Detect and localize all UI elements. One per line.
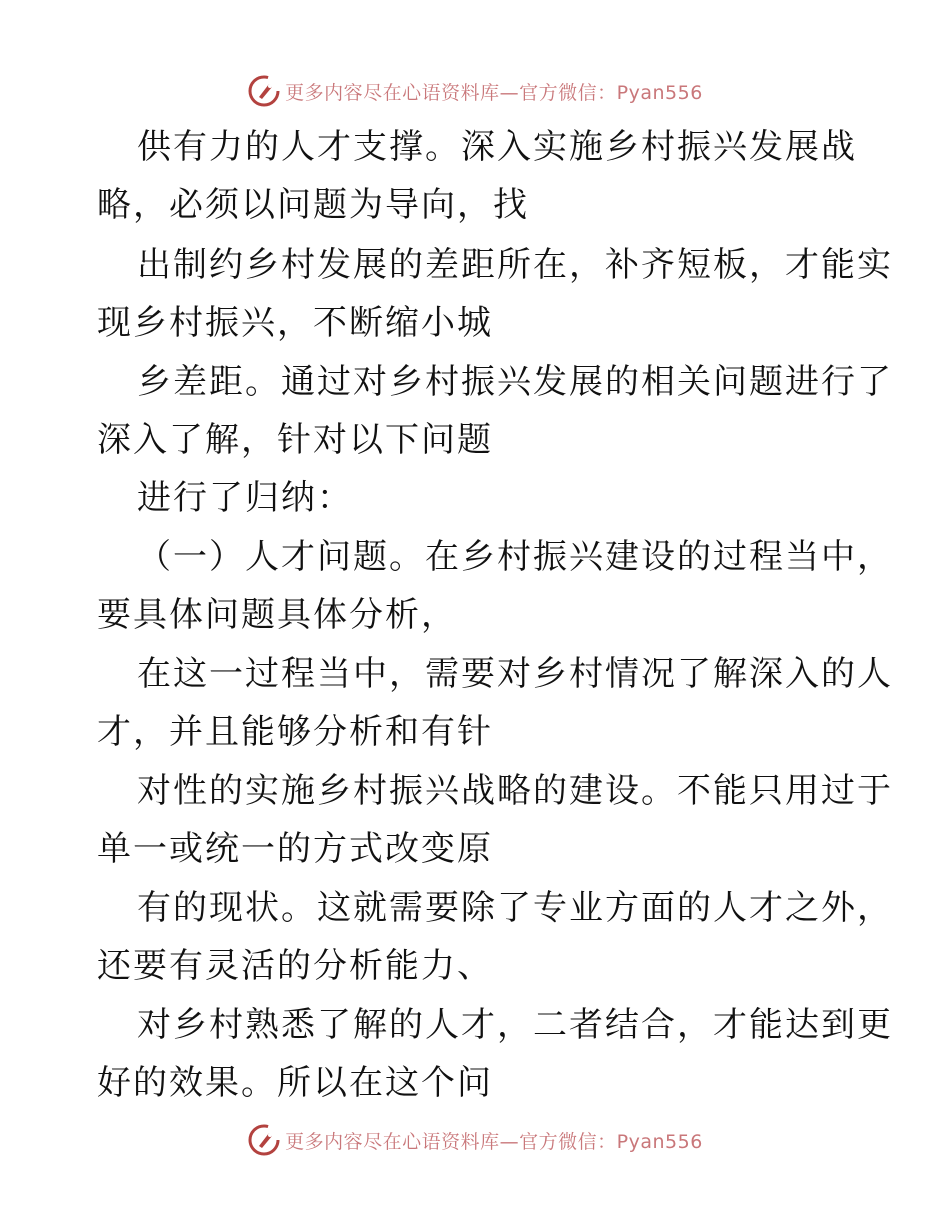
paragraph-line: 出制约乡村发展的差距所在，补齐短板，才能实 (137, 245, 893, 285)
paragraph-line: 对乡村熟悉了解的人才，二者结合，才能达到更 (137, 1005, 893, 1045)
header-watermark (0, 71, 950, 111)
paragraph-line: 要具体问题具体分析， (97, 595, 457, 635)
paragraph-line: 现乡村振兴，不断缩小城 (97, 303, 493, 343)
paragraph-line: 才，并且能够分析和有针 (97, 712, 493, 752)
watermark-text: 更多内容尽在心语资料库—官方微信：Pyan556 (285, 1130, 703, 1153)
paragraph-line: 还要有灵活的分析能力、 (97, 946, 493, 986)
pen-nib-logo-icon (247, 1123, 281, 1157)
paragraph-line: 乡差距。通过对乡村振兴发展的相关问题进行了 (137, 362, 893, 402)
paragraph-line: 略，必须以问题为导向，找 (97, 185, 529, 225)
footer-watermark (0, 1120, 950, 1160)
paragraph-line: 进行了归纳： (137, 478, 353, 518)
paragraph-line: 单一或统一的方式改变原 (97, 829, 493, 869)
paragraph-line: 在这一过程当中，需要对乡村情况了解深入的人 (137, 654, 893, 694)
paragraph-line: 有的现状。这就需要除了专业方面的人才之外， (137, 888, 893, 928)
paragraph-line: 供有力的人才支撑。深入实施乡村振兴发展战 (137, 127, 857, 167)
paragraph-line: 好的效果。所以在这个问 (97, 1063, 493, 1103)
pen-nib-logo-icon (247, 74, 281, 108)
paragraph-line: （一）人才问题。在乡村振兴建设的过程当中， (137, 537, 893, 577)
watermark-text: 更多内容尽在心语资料库—官方微信：Pyan556 (285, 81, 703, 104)
paragraph-line: 深入了解，针对以下问题 (97, 420, 493, 460)
paragraph-line: 对性的实施乡村振兴战略的建设。不能只用过于 (137, 771, 893, 811)
